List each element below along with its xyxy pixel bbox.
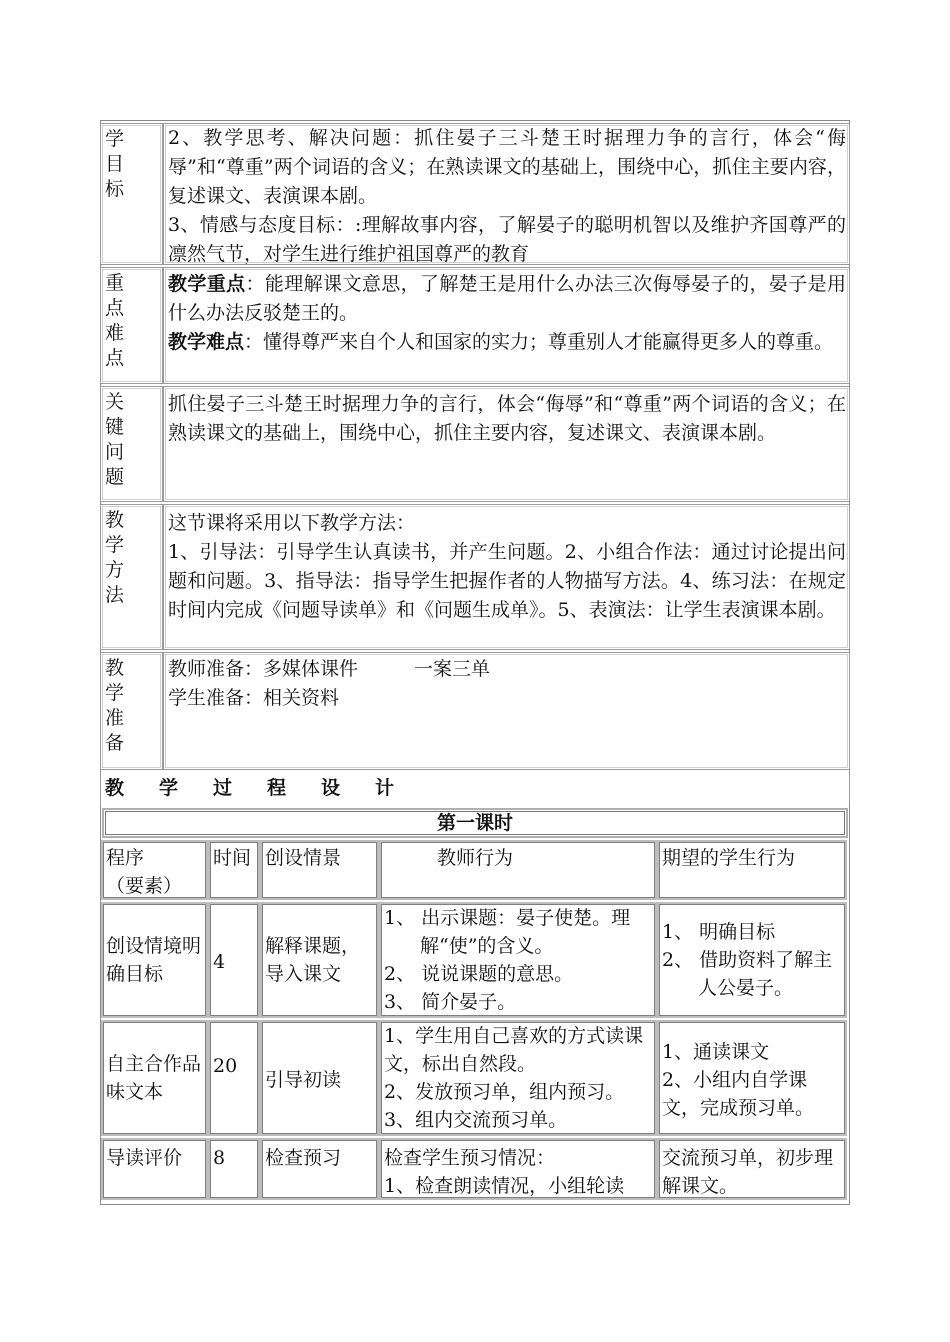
row2-step: 自主合作品味文本 xyxy=(101,1020,208,1136)
heading-char: 设 xyxy=(321,777,341,799)
heading-char: 过 xyxy=(213,777,233,799)
header-teacher: 教师行为 xyxy=(379,840,657,900)
student-step: 交流预习单，初步理解课文。 xyxy=(662,1147,834,1197)
row1-student xyxy=(657,902,847,1018)
label-char: 重 xyxy=(105,272,125,294)
key-question-label xyxy=(100,386,163,502)
methods-intro: 这节课将采用以下教学方法： xyxy=(168,512,416,534)
preparation-content xyxy=(163,652,850,770)
teaching-focus xyxy=(168,270,846,328)
teacher-step: 3、组内交流预习单。 xyxy=(384,1109,568,1131)
objective-line-3: 3、情感与态度目标：:理解故事内容，了解晏子的聪明机智以及维护齐国尊严的凛然气节，对学生进行维护祖国尊严的教育 xyxy=(168,214,846,265)
label-char: 难 xyxy=(105,322,125,344)
label-char: 目 xyxy=(105,153,125,175)
heading-char: 程 xyxy=(267,777,287,799)
label-char: 点 xyxy=(105,347,125,369)
teacher-step: 检查学生预习情况： xyxy=(384,1147,556,1169)
focus-text: ：能理解课文意思，了解楚王是用什么办法三次侮辱晏子的，晏子是用什么办法反驳楚王的。 xyxy=(168,273,846,324)
label-char: 学 xyxy=(105,534,125,556)
label-char: 关 xyxy=(105,391,125,413)
key-points-content xyxy=(163,267,850,384)
row1-scene: 解释课题，导入课文 xyxy=(260,902,379,1018)
row3-time: 8 xyxy=(208,1138,260,1200)
student-preparation: 学生准备：相关资料 xyxy=(168,687,340,709)
label-char: 准 xyxy=(105,707,125,729)
key-points-label xyxy=(100,267,163,384)
label-char: 学 xyxy=(105,682,125,704)
row2-scene: 引导初读 xyxy=(260,1020,379,1136)
header-scene: 创设情景 xyxy=(260,840,379,900)
methods-content xyxy=(163,504,850,650)
label-char: 法 xyxy=(105,584,125,606)
row1-teacher xyxy=(379,902,657,1018)
teacher-step: 1、检查朗读情况，小组轮读 xyxy=(384,1175,625,1197)
header-step-line1: 程序 xyxy=(106,847,145,869)
label-char: 键 xyxy=(105,416,125,438)
key-question-content xyxy=(163,386,850,502)
label-char: 备 xyxy=(105,732,125,754)
label-char: 方 xyxy=(105,559,125,581)
focus-title: 教学重点 xyxy=(168,273,246,295)
header-time: 时间 xyxy=(208,840,260,900)
objectives-label xyxy=(100,123,163,265)
label-char: 点 xyxy=(105,297,125,319)
objectives-content xyxy=(163,123,850,265)
methods-text: 1、引导法：引导学生认真读书，并产生问题。2、小组合作法：通过讨论提出问题和问题。3、指导法：指导学生把握作者的人物描写方法。4、练习法：在规定时间内完成《问题导读单》和《问题生成单》。5、表演法：让学生表演课本剧。 xyxy=(168,541,846,621)
difficulty-title: 教学难点 xyxy=(168,331,245,353)
student-step: 1、通读课文 xyxy=(662,1041,770,1063)
row3-student xyxy=(657,1138,847,1200)
student-step: 2、 借助资料了解主人公晏子。 xyxy=(662,949,833,999)
label-char: 教 xyxy=(105,509,125,531)
teacher-preparation xyxy=(168,655,846,684)
student-step: 2、小组内自学课文，完成预习单。 xyxy=(662,1069,815,1119)
process-heading xyxy=(100,770,850,806)
label-char: 问 xyxy=(105,441,125,463)
heading-char: 教 xyxy=(105,777,125,799)
teacher-step: 2、 说说课题的意思。 xyxy=(384,963,574,985)
row3-scene: 检查预习 xyxy=(260,1138,379,1200)
teacher-prep-extra: 一案三单 xyxy=(414,658,491,680)
heading-char: 学 xyxy=(159,777,179,799)
header-step-line2: （要素） xyxy=(106,875,183,897)
methods-label xyxy=(100,504,163,650)
key-question-text: 抓住晏子三斗楚王时据理力争的言行，体会“侮辱”和“尊重”两个词语的含义；在熟读课文的基础上，围绕中心，抓住主要内容，复述课文、表演课本剧。 xyxy=(168,393,846,444)
lesson-title: 第一课时 xyxy=(102,808,848,838)
row2-time: 20 xyxy=(208,1020,260,1136)
label-char: 题 xyxy=(105,466,125,488)
preparation-label xyxy=(100,652,163,770)
student-step: 1、 明确目标 xyxy=(662,921,776,943)
label-char: 标 xyxy=(105,178,125,200)
header-student: 期望的学生行为 xyxy=(657,840,847,900)
label-char: 学 xyxy=(105,128,125,150)
header-step xyxy=(101,840,208,900)
teacher-step: 2、发放预习单，组内预习。 xyxy=(384,1081,625,1103)
row3-teacher xyxy=(379,1138,657,1200)
teaching-difficulty xyxy=(168,328,846,357)
heading-char: 计 xyxy=(375,777,395,799)
teacher-step: 1、 出示课题：晏子使楚。理解“使”的含义。 xyxy=(384,907,631,957)
objective-line-2: 2、教学思考、解决问题：抓住晏子三斗楚王时据理力争的言行，体会“侮辱”和“尊重”两个词语的含义；在熟读课文的基础上，围绕中心，抓住主要内容，复述课文、表演课本剧。 xyxy=(168,127,846,207)
row3-step: 导读评价 xyxy=(101,1138,208,1200)
difficulty-text: ：懂得尊严来自个人和国家的实力；尊重别人才能赢得更多人的尊重。 xyxy=(244,331,834,353)
row1-step: 创设情境明确目标 xyxy=(101,902,208,1018)
row1-time: 4 xyxy=(208,902,260,1018)
row2-teacher xyxy=(379,1020,657,1136)
label-char: 教 xyxy=(105,657,125,679)
teacher-step: 1、学生用自己喜欢的方式读课文，标出自然段。 xyxy=(384,1025,644,1075)
teacher-step: 3、 简介晏子。 xyxy=(384,991,517,1013)
row2-student xyxy=(657,1020,847,1136)
teacher-prep-text: 教师准备：多媒体课件 xyxy=(168,658,359,680)
